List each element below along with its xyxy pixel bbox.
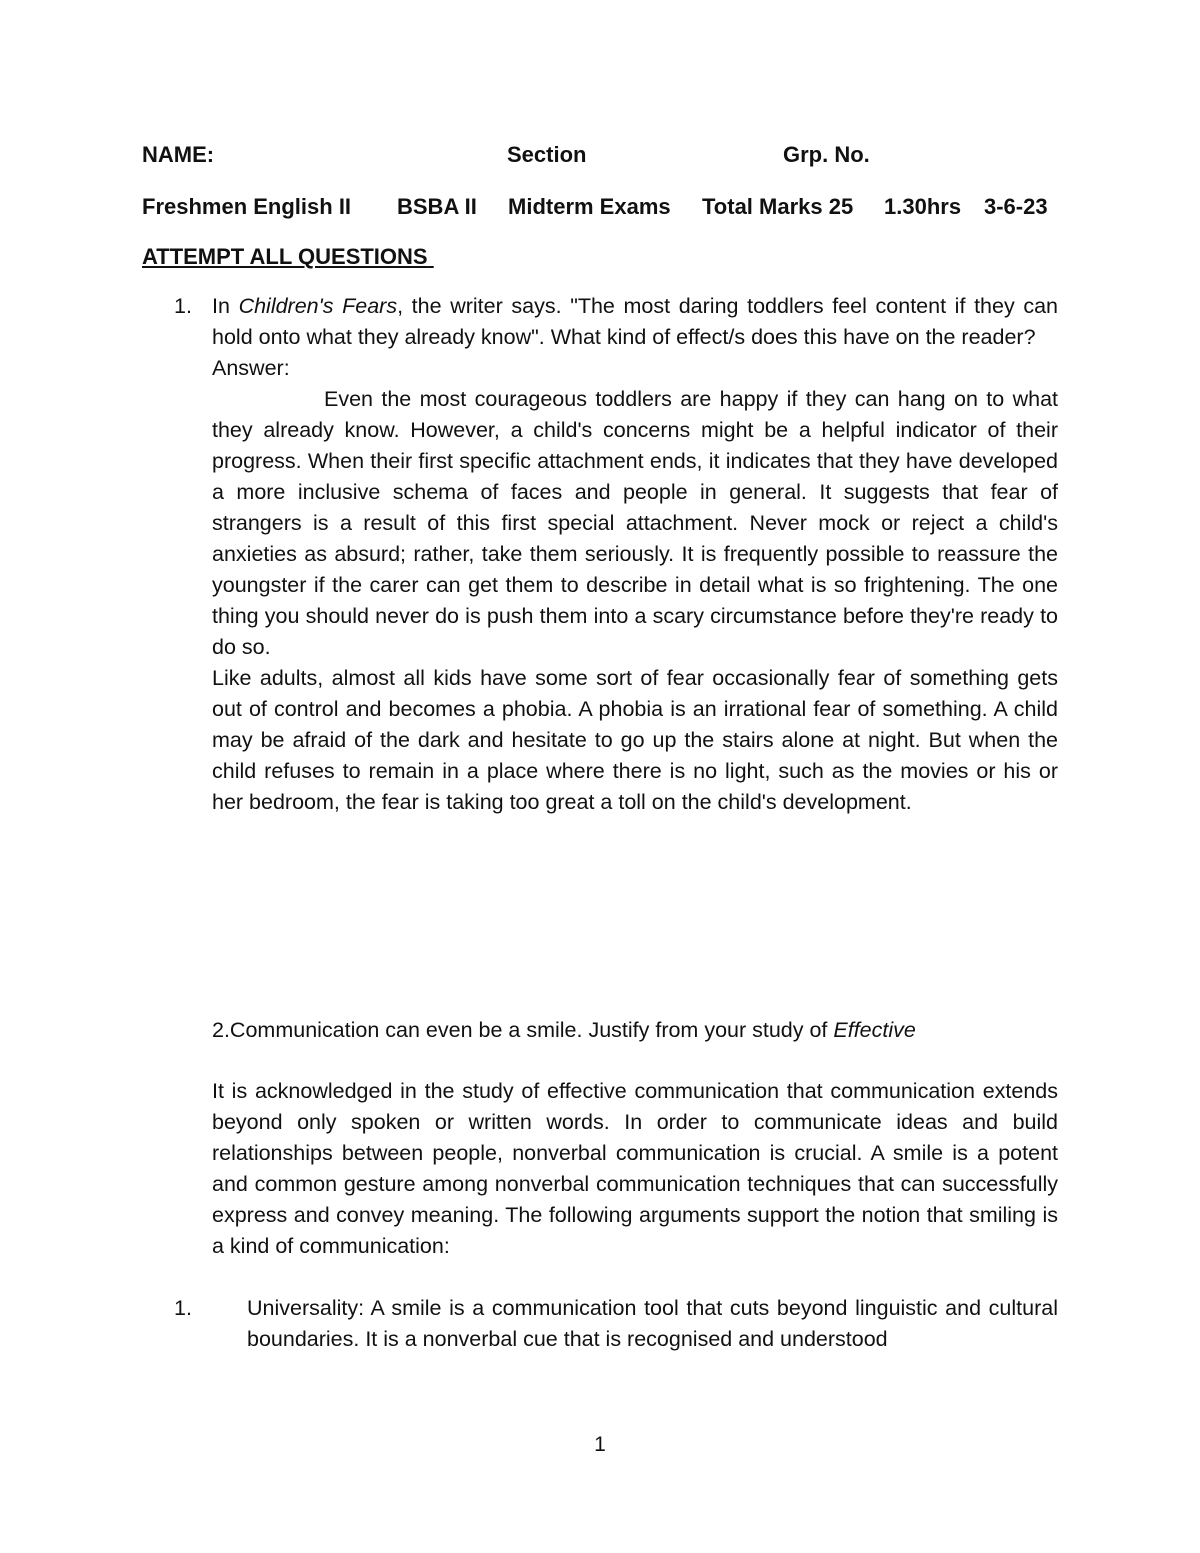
section-label: Section	[507, 142, 587, 167]
question-1-answer-paragraph-2: Like adults, almost all kids have some sort of fear occasionally fear of something gets out of control and becomes a phobia. A phobia is an irrational fear of something. A child may be afraid of the dark and hesitate to go up the stairs alone at night. But when the child refuses to remain in a place where there is no light, such as the movies or his or her bedroom, the fear is taking too great a toll on the child's development.	[212, 666, 1058, 814]
exam-date: 3-6-23	[984, 194, 1048, 219]
question-2-prompt: 2.Communication can even be a smile. Justify from your study of Effective	[212, 1018, 916, 1042]
question-2-answer	[212, 1076, 1058, 1262]
name-label: NAME:	[142, 142, 215, 167]
question-1-number: 1.	[174, 294, 192, 318]
question-1-title: Children's Fears	[238, 294, 398, 318]
question-1-prompt: In Children's Fears, the writer says. "The most daring toddlers feel content if they can hold onto what they already know". What kind of effect/s does this have on the reader?	[212, 294, 1058, 349]
question-2-answer-intro: It is acknowledged in the study of effective communication that communication extends beyond only spoken or written words. In order to communicate ideas and build relationships between people, nonverbal communication is crucial. A smile is a potent and common gesture among nonverbal communication techniques that can successfully express and convey meaning. The following arguments support the notion that smiling is a kind of communication:	[212, 1079, 1058, 1258]
exam-name: Midterm Exams	[508, 194, 671, 219]
instructions-heading: ATTEMPT ALL QUESTIONS	[142, 244, 428, 269]
answer-label: Answer:	[212, 356, 290, 380]
group-number-label: Grp. No.	[783, 142, 870, 167]
page-number: 1	[594, 1433, 606, 1456]
question-1	[212, 291, 1058, 818]
question-2-title: Effective	[833, 1018, 916, 1042]
total-marks: Total Marks 25	[702, 194, 854, 219]
exam-duration: 1.30hrs	[884, 194, 962, 219]
course-name: Freshmen English II	[142, 194, 352, 219]
reason-text: Universality: A smile is a communication tool that cuts beyond linguistic and cultural boundaries. It is a nonverbal cue that is recognised and understood	[247, 1296, 1058, 1351]
reason-list-item	[247, 1293, 1058, 1355]
program-name: BSBA II	[397, 194, 477, 219]
question-1-answer-paragraph-1: Even the most courageous toddlers are happy if they can hang on to what they already know. However, a child's concerns might be a helpful indicator of their progress. When their first specific attachment ends, it indicates that they have developed a more inclusive schema of faces and people in general. It suggests that fear of strangers is a result of this first special attachment. Never mock or reject a child's anxieties as absurd; rather, take them seriously. It is frequently possible to reassure the youngster if the carer can get them to describe in detail what is so frightening. The one thing you should never do is push them into a scary circumstance before they're ready to do so.	[212, 387, 1058, 659]
reason-number: 1.	[174, 1296, 192, 1320]
